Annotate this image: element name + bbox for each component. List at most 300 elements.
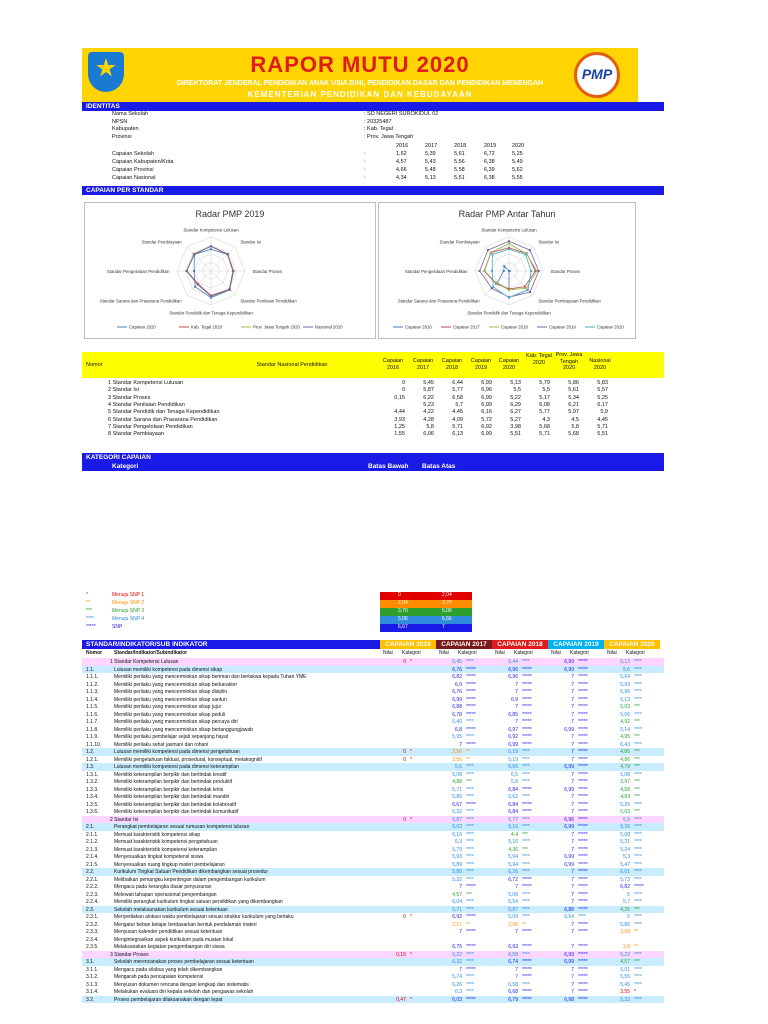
standar-row-value: 4,45 xyxy=(597,416,608,423)
detail-row-name: Mengacu pada kerangka dasar penyusunan xyxy=(114,884,212,890)
identitas-year: 2020 xyxy=(512,143,525,149)
standar-row-name: 3 Standar Proses xyxy=(108,394,151,401)
radar-point xyxy=(487,249,489,251)
detail-nilai: 7 xyxy=(459,966,462,973)
radar-point xyxy=(508,243,510,245)
detail-nilai: 5,13 xyxy=(620,659,630,665)
detail-nilai: 5,54 xyxy=(508,899,518,905)
detail-kategori: ** xyxy=(522,921,526,928)
standar-row-value: 6,99 xyxy=(481,431,492,438)
detail-kategori: ***** xyxy=(522,786,532,793)
detail-kategori: **** xyxy=(634,974,642,980)
capaian-standar-header: CAPAIAN PER STANDAR xyxy=(82,186,664,195)
detail-kategori: ***** xyxy=(578,786,588,793)
kategori-range-bar xyxy=(380,608,472,616)
detail-nilai: 5,21 xyxy=(620,839,630,845)
detail-nilai: 5,71 xyxy=(452,786,462,793)
detail-row-name: 1 Standar Kompetensi Lulusan xyxy=(110,659,179,665)
detail-row-number: 2.1.2. xyxy=(86,839,99,845)
radar-point xyxy=(490,252,492,254)
radar-chart-antar-tahun xyxy=(379,203,635,338)
capaian-value: 5,55 xyxy=(512,175,523,181)
radar-chart-2019-title: Radar PMP 2019 xyxy=(195,209,265,219)
detail-nilai: 6,99 xyxy=(564,726,574,733)
legend-label: Capaian 2020 xyxy=(597,324,624,330)
standar-row-name: 1 Standar Kompetensi Lulusan xyxy=(108,380,184,386)
standar-row-value: 5,5 xyxy=(513,387,521,394)
detail-row-name: Memuat karakteristik kompetensi keterampilan xyxy=(114,846,218,853)
detail-kategori: **** xyxy=(522,861,530,868)
detail-row xyxy=(82,928,664,936)
radar-axis-label: Standar Proses xyxy=(550,269,581,274)
standar-row-value: 5,51 xyxy=(510,431,521,438)
standar-row-name: 4 Standar Penilaian Pendidikan xyxy=(108,401,185,408)
standar-row-value: 4,09 xyxy=(452,416,463,423)
detail-row xyxy=(82,808,664,816)
detail-kategori: ***** xyxy=(578,674,588,680)
detail-kategori: ***** xyxy=(466,996,476,1003)
detail-nilai: 5,19 xyxy=(508,756,518,763)
detail-col-kategori: Kategori xyxy=(458,650,477,656)
detail-row xyxy=(82,673,664,681)
detail-kategori: **** xyxy=(466,786,474,793)
standar-row-value: 6,96 xyxy=(481,387,492,394)
detail-kategori: **** xyxy=(634,914,642,920)
detail-nilai: 5,87 xyxy=(508,906,518,913)
detail-row xyxy=(82,771,664,779)
detail-kategori: **** xyxy=(634,771,642,778)
detail-row xyxy=(82,718,664,726)
capaian-label: Capaian Kabupaten/Kota xyxy=(112,159,174,165)
detail-row-number: 2.3.5. xyxy=(86,944,99,950)
detail-kategori: ***** xyxy=(522,689,532,695)
detail-nilai: 6,99 xyxy=(564,764,574,770)
detail-kategori: ***** xyxy=(522,944,532,950)
detail-nilai: 5,16 xyxy=(508,824,518,830)
detail-nilai: 3,97 xyxy=(620,779,630,785)
standar-row-value: 6,17 xyxy=(597,401,608,408)
standar-row-value: 0,15 xyxy=(394,394,405,401)
detail-row-number: 3.1.1. xyxy=(86,966,99,973)
detail-year-header: CAPAIAN 2017 xyxy=(436,640,492,649)
detail-nilai: 7 xyxy=(459,741,462,748)
detail-nilai: 5,32 xyxy=(452,876,462,883)
detail-row-name: Memiliki keterampilan berpikir dan bertindak komunikatif xyxy=(114,809,239,815)
radar-axis-label: Standar Kompetensi Lulusan xyxy=(481,227,537,233)
standar-row-value: 4,22 xyxy=(423,409,434,416)
capaian-value: 5,25 xyxy=(512,151,523,157)
detail-nilai: 6,76 xyxy=(452,689,462,695)
detail-nilai: 4,36 xyxy=(508,846,518,853)
detail-nilai: 6,54 xyxy=(564,914,574,920)
detail-nilai: 6,99 xyxy=(508,741,518,748)
radar-point xyxy=(525,253,527,255)
standar-row-value: 6,99 xyxy=(481,394,492,401)
kategori-label: SNP xyxy=(112,624,123,630)
detail-kategori: ***** xyxy=(466,681,476,688)
standar-row-value: 5,5 xyxy=(542,387,550,394)
detail-nilai: 6,02 xyxy=(452,824,462,830)
detail-nilai: 6,98 xyxy=(564,996,574,1003)
detail-nilai: 5,96 xyxy=(620,689,630,695)
detail-kategori: ***** xyxy=(578,756,588,763)
kategori-range-bar xyxy=(380,616,472,624)
detail-row-number: 2.3.4. xyxy=(86,936,99,943)
kategori-label: Menuju SNP 1 xyxy=(112,592,145,598)
detail-nilai: 6,92 xyxy=(508,734,518,740)
detail-nilai: 6,82 xyxy=(620,884,630,890)
radar-point xyxy=(503,265,505,267)
detail-row xyxy=(82,681,664,689)
detail-nilai: 6,26 xyxy=(452,981,462,988)
detail-kategori: * xyxy=(410,756,412,763)
detail-kategori: ***** xyxy=(578,696,588,703)
detail-nilai: 5,22 xyxy=(620,951,630,958)
col-capaian-2016: Capaian 2016 xyxy=(382,358,404,371)
detail-kategori: ***** xyxy=(522,996,532,1003)
detail-kategori: **** xyxy=(466,839,474,845)
capaian-value: 6,39 xyxy=(484,167,495,173)
detail-nilai: 6,74 xyxy=(508,959,518,965)
detail-row-name: Perangkat pembelajaran sesuai rumusan kompetensi lulusan xyxy=(114,824,250,830)
detail-nilai: 6,56 xyxy=(508,764,518,770)
standar-row-name: 7 Standar Pengelolaan Pendidikan xyxy=(108,423,193,430)
detail-kategori: **** xyxy=(634,891,642,898)
detail-kategori: ***** xyxy=(522,674,532,680)
radar-axis-label: Standar Sarana dan Prasarana Pendidikan xyxy=(397,298,480,304)
detail-row-number: 1.3.5. xyxy=(86,801,99,808)
detail-nilai: 5,47 xyxy=(620,861,630,868)
identitas-label: Nama Sekolah xyxy=(112,111,149,117)
standar-row-value: 6,29 xyxy=(510,401,521,408)
detail-kategori: **** xyxy=(466,816,474,823)
radar-axis-label: Standar Pendidik dan Tenaga Kependidikan xyxy=(467,310,551,316)
detail-nilai: 5,85 xyxy=(452,794,462,800)
detail-nilai: 7 xyxy=(515,966,518,973)
detail-row-name: Menyusun kalender pendidikan sesuai ketentuan xyxy=(114,929,223,935)
detail-row-number: 2.1.1. xyxy=(86,831,99,838)
detail-kategori: ***** xyxy=(466,741,476,748)
detail-kategori: ***** xyxy=(522,719,532,725)
detail-nilai: 7 xyxy=(571,779,574,785)
standar-row-value: 5,61 xyxy=(568,387,579,394)
detail-kategori: ***** xyxy=(522,884,532,890)
detail-kategori: **** xyxy=(466,906,474,913)
detail-kategori: ***** xyxy=(578,749,588,755)
capaian-label: Capaian Nasional xyxy=(112,175,156,181)
radar-axis-label: Standar Sarana dan Prasarana Pendidikan xyxy=(99,298,182,304)
detail-nilai: 4,79 xyxy=(620,764,630,770)
detail-nilai: 6,99 xyxy=(564,951,574,958)
kategori-range-bar xyxy=(380,624,472,632)
kategori-header: KATEGORI CAPAIAN xyxy=(82,453,664,462)
detail-kategori: *** xyxy=(634,809,640,815)
detail-nilai: 0 xyxy=(403,659,406,665)
detail-nilai: 0 xyxy=(403,756,406,763)
detail-row xyxy=(82,793,664,801)
detail-col-nilai: Nilai xyxy=(607,650,617,656)
detail-row xyxy=(82,823,664,831)
detail-kategori: ***** xyxy=(578,869,588,875)
detail-kategori: ***** xyxy=(578,846,588,853)
radar-point xyxy=(491,253,493,255)
detail-kategori: **** xyxy=(634,659,642,665)
kategori-high: 5,06 xyxy=(442,608,452,614)
detail-kategori: **** xyxy=(522,659,530,665)
detail-kategori: **** xyxy=(466,989,474,995)
detail-nilai: 6,88 xyxy=(564,906,574,913)
detail-kategori: ***** xyxy=(578,884,588,890)
detail-kategori: **** xyxy=(466,876,474,883)
legend-label: Capaian 2016 xyxy=(405,324,432,330)
detail-row-number: 2.1. xyxy=(86,824,95,830)
detail-kategori: ***** xyxy=(578,854,588,860)
detail-nilai: 5,77 xyxy=(508,816,518,823)
detail-nilai: 4,95 xyxy=(620,734,630,740)
detail-nilai: 5,74 xyxy=(452,974,462,980)
detail-nilai: 6,9 xyxy=(455,681,462,688)
detail-kategori: **** xyxy=(466,734,474,740)
detail-nilai: 6,99 xyxy=(564,659,574,665)
detail-row-number: 2.3.1. xyxy=(86,914,99,920)
standar-row-value: 5,8 xyxy=(426,423,434,430)
standar-row-value: 5,71 xyxy=(452,423,463,430)
capaian-value: 5,56 xyxy=(454,159,465,165)
radar-axis-label: Standar Pengelolaan Pendidikan xyxy=(106,269,170,274)
detail-nilai: 5,55 xyxy=(620,974,630,980)
detail-nilai: 7 xyxy=(571,674,574,680)
detail-nilai: 6,79 xyxy=(508,996,518,1003)
detail-kategori: ***** xyxy=(522,734,532,740)
detail-row-name: Lulusan memiliki kompetensi pada dimensi pengetahuan xyxy=(114,749,240,755)
detail-kategori: *** xyxy=(634,719,640,725)
detail-nilai: 7 xyxy=(571,749,574,755)
detail-kategori: ***** xyxy=(578,944,588,950)
detail-nilai: 0,47 xyxy=(396,996,406,1003)
detail-kategori: ***** xyxy=(578,734,588,740)
detail-kategori: ** xyxy=(466,756,470,763)
standar-row-name: 8 Standar Pembiayaan xyxy=(108,431,164,438)
detail-kategori: ***** xyxy=(578,824,588,830)
detail-kategori: ***** xyxy=(578,764,588,770)
detail-nilai: 5,08 xyxy=(620,831,630,838)
detail-kategori: ***** xyxy=(466,914,476,920)
detail-nilai: 4,88 xyxy=(452,779,462,785)
detail-kategori: **** xyxy=(466,899,474,905)
detail-kategori: ***** xyxy=(522,666,532,673)
detail-kategori: ***** xyxy=(578,659,588,665)
identitas-value: : 20325487 xyxy=(364,118,392,125)
detail-row-name: 3 Standar Proses xyxy=(110,951,149,958)
detail-row-number: 1.1.6. xyxy=(86,711,99,718)
detail-kategori: **** xyxy=(634,899,642,905)
kategori-stars: * xyxy=(86,592,88,598)
detail-nilai: 6,67 xyxy=(452,801,462,808)
standar-row-value: 5,7 xyxy=(455,401,463,408)
kategori-stars: **** xyxy=(86,616,94,622)
detail-row-name: Memiliki perilaku yang mencerminkan sikap beriman dan bertakwa kepada Tuhan YME xyxy=(114,674,307,680)
standar-row-value: 5,83 xyxy=(597,380,608,386)
identitas-value: : Prov. Jawa Tengah xyxy=(364,133,414,140)
col-standar: Standar Nasional Pendidikan xyxy=(256,362,328,368)
kategori-label: Menuju SNP 2 xyxy=(112,600,145,606)
detail-nilai: 5,93 xyxy=(620,681,630,688)
detail-kategori: ** xyxy=(466,749,470,755)
kategori-col-label: Kategori xyxy=(112,463,139,470)
detail-kategori: ***** xyxy=(522,696,532,703)
kategori-stars: *** xyxy=(86,608,92,614)
kategori-stars: ***** xyxy=(86,624,96,630)
detail-row xyxy=(82,883,664,891)
colon: : xyxy=(364,151,366,157)
detail-col-kategori: Kategori xyxy=(626,650,645,656)
detail-kategori: **** xyxy=(634,689,642,695)
detail-row-number: 2.3.3. xyxy=(86,929,99,935)
detail-nilai: 6,75 xyxy=(452,944,462,950)
detail-kategori: **** xyxy=(634,951,642,958)
detail-nilai: 4,86 xyxy=(620,749,630,755)
detail-kategori: ***** xyxy=(466,666,476,673)
detail-kategori: **** xyxy=(466,854,474,860)
detail-kategori: ***** xyxy=(578,906,588,913)
detail-row-number: 1.3. xyxy=(86,764,95,770)
detail-nilai: 6,78 xyxy=(452,711,462,718)
detail-kategori: ***** xyxy=(578,981,588,988)
detail-kategori: **** xyxy=(466,861,474,868)
detail-nilai: 7 xyxy=(515,884,518,890)
kategori-low: 6,67 xyxy=(398,624,408,630)
detail-nilai: 6,85 xyxy=(508,711,518,718)
detail-kategori: ***** xyxy=(578,831,588,838)
capaian-value: 1,62 xyxy=(396,151,407,157)
standar-row-value: 6,27 xyxy=(510,409,521,416)
detail-kategori: **** xyxy=(522,906,530,913)
detail-row-name: Sekolah merencanakan proses pembelajaran sesuai ketentuan xyxy=(114,959,254,965)
legend-label: Capaian 2020 xyxy=(129,324,156,330)
detail-row-number: 1.2. xyxy=(86,749,95,755)
detail-row xyxy=(82,666,664,674)
detail-kategori: **** xyxy=(634,696,642,703)
detail-nilai: 5,03 xyxy=(620,704,630,710)
detail-row-name: Memiliki pengetahuan faktual, prosedural, konseptual, metakognitif xyxy=(114,756,262,763)
detail-row-number: 1.1.2. xyxy=(86,681,99,688)
col-kab: Kab. Tegal 2020 xyxy=(526,353,552,366)
standar-row-value: 5,8 xyxy=(571,423,579,430)
standar-row-value: 5,27 xyxy=(510,416,521,423)
detail-year-header: CAPAIAN 2019 xyxy=(548,640,604,649)
detail-nilai: 5,14 xyxy=(620,726,630,733)
standar-row-value: 5,51 xyxy=(597,431,608,438)
detail-kategori: **** xyxy=(522,794,530,800)
standar-row-value: 6,21 xyxy=(568,401,579,408)
detail-nilai: 6,3 xyxy=(455,839,462,845)
report-subtitle-directorate: DIREKTORAT JENDERAL PENDIDIKAN ANAK USIA DINI, PENDIDIKAN DASAR DAN PENDIDIKAN MENENGAH xyxy=(176,80,544,87)
capaian-value: 5,39 xyxy=(425,151,436,157)
detail-nilai: 7 xyxy=(571,771,574,778)
detail-nilai: 6,99 xyxy=(564,786,574,793)
detail-kategori: **** xyxy=(522,779,530,785)
standar-row-value: 6,22 xyxy=(423,394,434,401)
detail-nilai: 2,56 xyxy=(452,756,462,763)
standar-row-name: 2 Standar Isi xyxy=(108,387,139,394)
detail-row xyxy=(82,756,664,764)
kategori-low: 3,70 xyxy=(398,608,408,614)
detail-nilai: 6,84 xyxy=(508,809,518,815)
detail-kategori: **** xyxy=(466,764,474,770)
detail-kategori: *** xyxy=(522,846,528,853)
detail-nilai: 5,8 xyxy=(511,779,518,785)
col-capaian-2020: Capaian 2020 xyxy=(498,358,520,371)
capaian-value: 5,13 xyxy=(425,175,436,181)
detail-row-name: Proses pembelajaran dilaksanakan dengan tepat xyxy=(114,996,223,1003)
detail-kategori: **** xyxy=(634,711,642,718)
detail-nilai: 4,58 xyxy=(620,786,630,793)
detail-nilai: 0,15 xyxy=(396,951,406,958)
detail-nilai: 6,92 xyxy=(452,914,462,920)
radar-point xyxy=(484,270,486,272)
detail-kategori: **** xyxy=(634,726,642,733)
detail-kategori: ***** xyxy=(578,921,588,928)
radar-point xyxy=(210,295,212,297)
capaian-value: 5,48 xyxy=(425,167,436,173)
detail-row-number: 1.1.8. xyxy=(86,726,99,733)
detail-row-number: 2.1.3. xyxy=(86,846,99,853)
detail-nilai: 6,84 xyxy=(508,801,518,808)
detail-kategori: **** xyxy=(634,861,642,868)
detail-kategori: * xyxy=(410,914,412,920)
detail-row xyxy=(82,816,664,824)
detail-nilai: 0 xyxy=(403,749,406,755)
capaian-value: 5,58 xyxy=(454,167,465,173)
detail-kategori: **** xyxy=(522,839,530,845)
detail-nilai: 2,8 xyxy=(623,944,630,950)
radar-point xyxy=(210,245,212,247)
detail-kategori: *** xyxy=(634,794,640,800)
ministry-logo-icon xyxy=(88,52,124,92)
detail-kategori: ***** xyxy=(578,719,588,725)
detail-nilai: 7 xyxy=(459,929,462,935)
detail-row-number: 1.3.6. xyxy=(86,809,99,815)
detail-kategori: **** xyxy=(522,899,530,905)
kategori-subheader xyxy=(82,462,664,471)
detail-row-number: 2.2.2. xyxy=(86,884,99,890)
detail-kategori: * xyxy=(410,816,412,823)
legend-label: Prov. Jawa Tengah 2020 xyxy=(253,324,300,330)
detail-nilai: 7 xyxy=(571,794,574,800)
detail-nilai: 7 xyxy=(515,681,518,688)
detail-kategori: ***** xyxy=(578,951,588,958)
detail-kategori: ***** xyxy=(522,966,532,973)
capaian-value: 6,38 xyxy=(484,175,495,181)
standar-row-value: 5,77 xyxy=(452,387,463,394)
detail-row-name: Mengatur beban belajar berdasarkan bentuk pendalaman materi xyxy=(114,921,257,928)
radar-axis-label: Standar Isi xyxy=(240,239,261,245)
capaian-value: 4,57 xyxy=(396,159,407,165)
detail-row xyxy=(82,853,664,861)
detail-nilai: 4,25 xyxy=(620,906,630,913)
detail-row xyxy=(82,966,664,974)
radar-axis-label: Standar Proses xyxy=(252,269,283,274)
radar-point xyxy=(496,282,498,284)
radar-point xyxy=(508,289,510,291)
detail-row-name: Menyediakan alokasi waktu pembelajaran sesuai struktur kurikulum yang berlaku xyxy=(114,914,294,920)
detail-kategori: **** xyxy=(634,831,642,838)
report-title: RAPOR MUTU 2020 xyxy=(250,52,470,77)
identitas-label: NPSN xyxy=(112,118,128,125)
identitas-year: 2019 xyxy=(484,143,497,149)
detail-row xyxy=(82,688,664,696)
detail-row-number: 1.1.9. xyxy=(86,734,99,740)
